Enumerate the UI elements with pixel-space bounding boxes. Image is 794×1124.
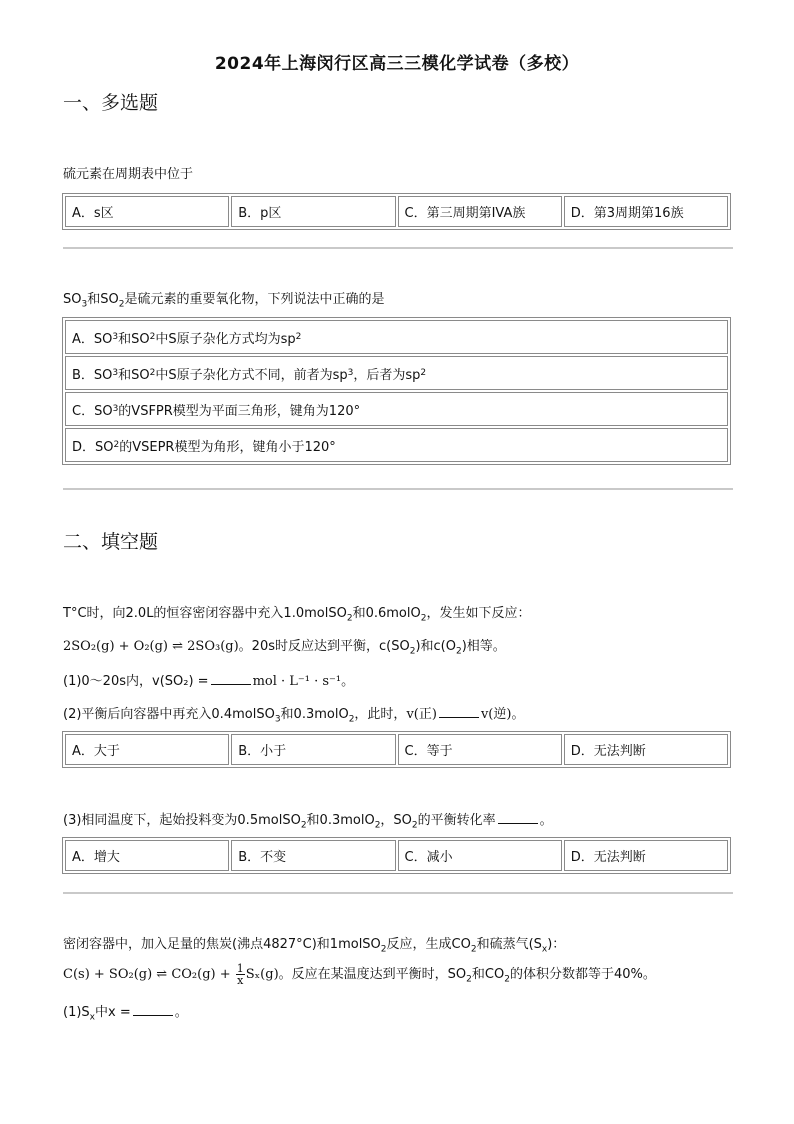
option-c[interactable]: C．减小 (398, 840, 562, 871)
option-b[interactable]: B．不变 (231, 840, 395, 871)
option-d[interactable]: D．SO 2 的VSEPR模型为角形，键角小于120° (65, 428, 728, 462)
reaction-equation: 2SO₂(g) + O₂(g) ⇌ 2SO₃(g) (63, 639, 239, 654)
option-c[interactable]: C．SO 3 的VSFPR模型为平面三角形，键角为120° (65, 392, 728, 426)
option-d[interactable]: D．无法判断 (564, 840, 728, 871)
option-a[interactable]: A．增大 (65, 840, 229, 871)
option-c[interactable]: C．等于 (398, 734, 562, 765)
option-d[interactable]: D．第3周期第16族 (564, 196, 728, 227)
question-3-line-1: T°C时，向2.0L的恒容密闭容器中充入1.0molSO$_2$和0.6molO$_2$，发生如下反应： (63, 606, 531, 624)
answer-blank[interactable] (439, 705, 479, 718)
page-title: 2024年上海闵行区高三三模化学试卷（多校） (214, 54, 580, 74)
question-3-part-2: (2)平衡后向容器中再充入0.4molSO$_3$和0.3molO$_2$，此时，v(正) v(逆)。 (63, 707, 525, 725)
option-a[interactable]: A．s区 (65, 196, 229, 227)
section-heading-multiple-choice: 一、多选题 (63, 92, 159, 114)
question-1-options (62, 193, 731, 230)
answer-blank[interactable] (498, 811, 538, 824)
question-3-part-2-options (62, 731, 731, 768)
question-3-part-3-options (62, 837, 731, 874)
divider (63, 247, 733, 249)
answer-blank[interactable] (211, 672, 251, 685)
option-a[interactable]: A．大于 (65, 734, 229, 765)
fraction: $\frac{1}{x}$ (236, 962, 244, 987)
option-d[interactable]: D．无法判断 (564, 734, 728, 765)
option-b[interactable]: B．SO 3 和SO 2 中S原子杂化方式不同，前者为sp 3 ，后者为sp 2 (65, 356, 728, 390)
option-b[interactable]: B．小于 (231, 734, 395, 765)
option-a[interactable]: A．SO 3 和SO 2 中S原子杂化方式均为sp 2 (65, 320, 728, 354)
question-4-part-1: $(1)S_x$中x = 。 (63, 1005, 188, 1023)
section-heading-fill-in: 二、填空题 (63, 531, 159, 553)
question-3-part-3: (3)相同温度下，起始投料变为0.5molSO$_2$和0.3molO$_2$，$SO_2$的平衡转化率 。 (63, 813, 553, 831)
question-2-options (62, 317, 731, 465)
divider (63, 488, 733, 490)
answer-blank[interactable] (133, 1003, 173, 1016)
divider (63, 892, 733, 894)
question-4-line-1: 密闭容器中，加入足量的焦炭(沸点4827°C)和1molSO$_2$反应，生成$CO_2$和硫蒸气$(S_x)$： (63, 937, 566, 955)
question-3-part-1: (1)0～20s内，v(SO₂) = mol · L⁻¹ · s⁻¹。 (63, 674, 355, 689)
option-b[interactable]: B．p区 (231, 196, 395, 227)
question-4-line-2: C(s) + SO₂(g) ⇌ CO₂(g) + $\frac{1}{x}$ Sₓ(g)。反应在某温度达到平衡时，$SO_2$和$CO_2$的体积分数都等于40%。 (63, 962, 656, 987)
option-c[interactable]: C．第三周期第IVA族 (398, 196, 562, 227)
question-2-text: $SO_3$和$SO_2$是硫元素的重要氧化物，下列说法中正确的是 (63, 292, 385, 310)
question-1-text: 硫元素在周期表中位于 (63, 167, 194, 182)
question-3-line-2: 2SO₂(g) + O₂(g) ⇌ 2SO₃(g)。20s时反应达到平衡，$c(SO_2)$和$c(O_2)$相等。 (63, 639, 506, 657)
